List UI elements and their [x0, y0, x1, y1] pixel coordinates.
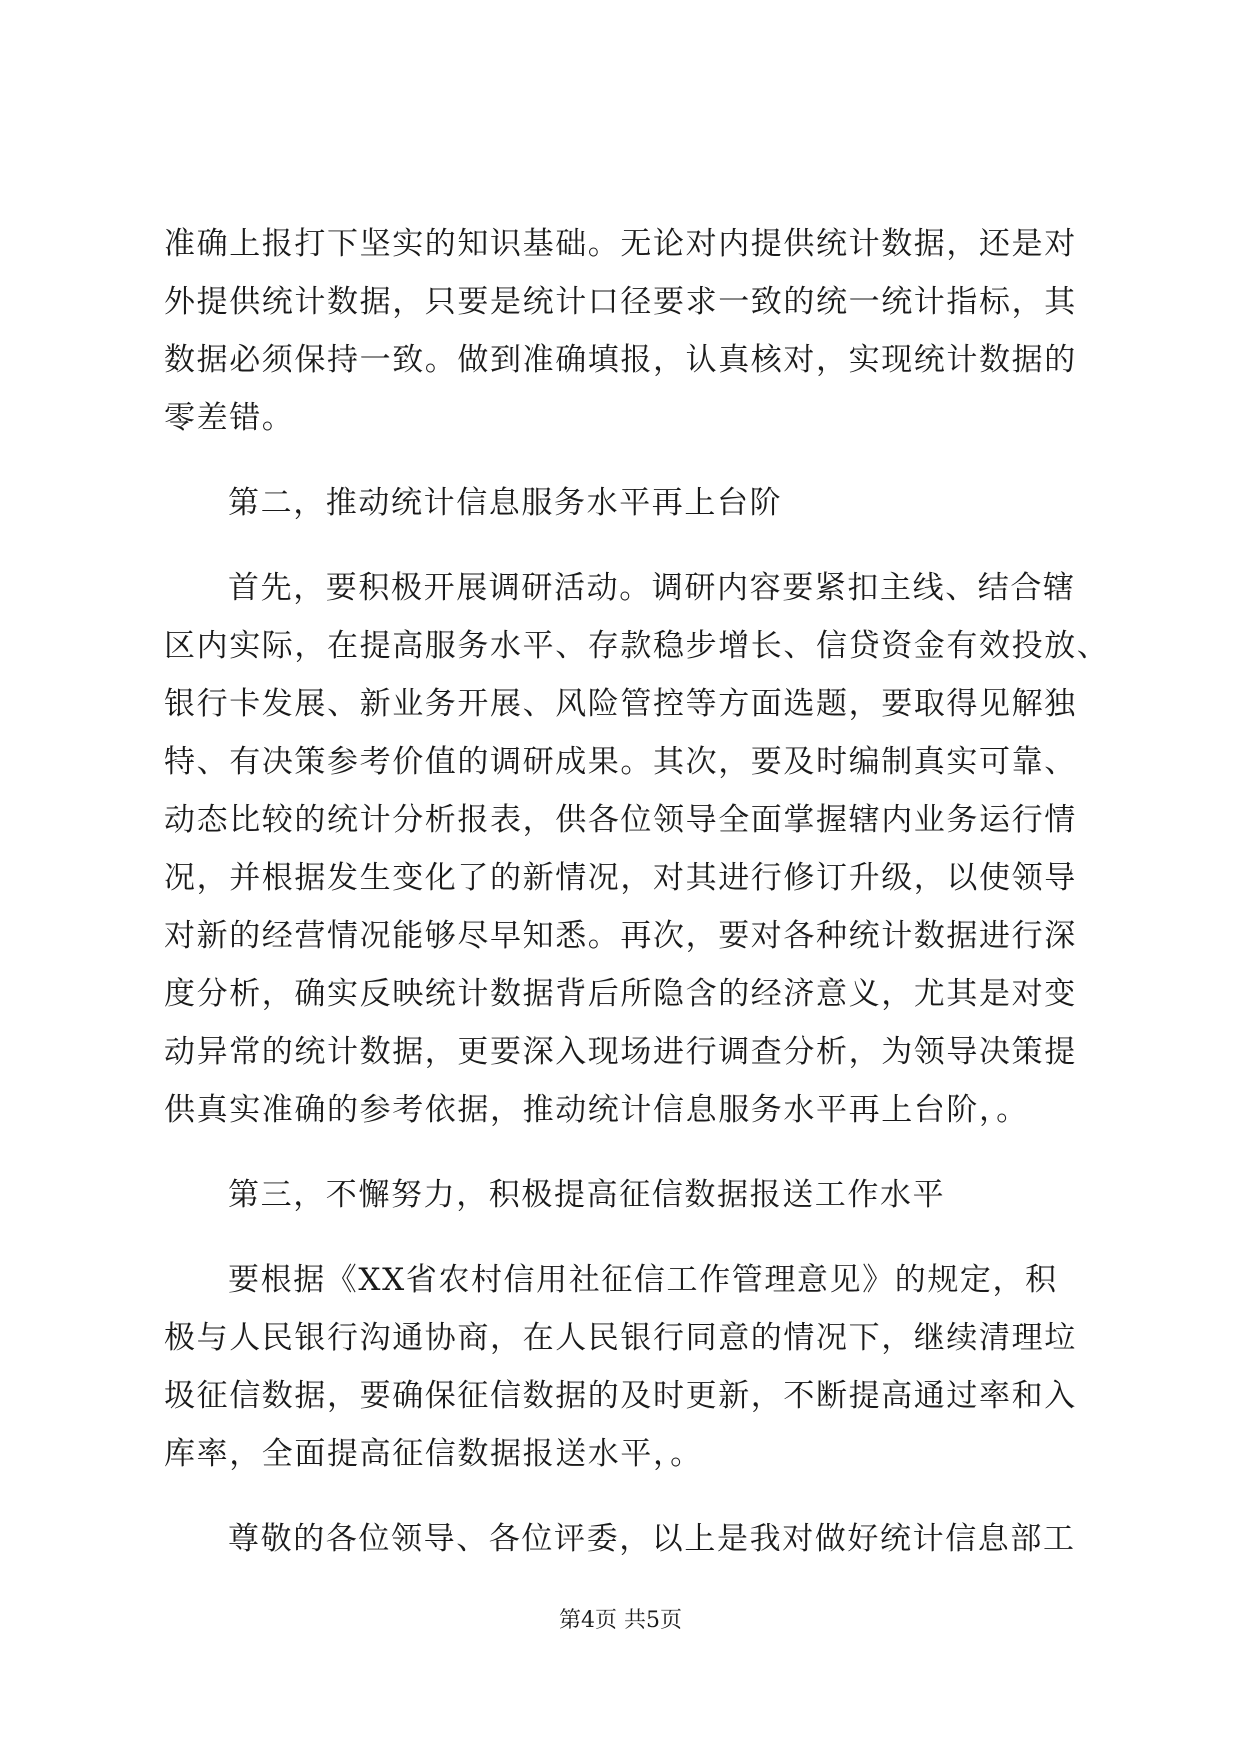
- text-line: 动态比较的统计分析报表，供各位领导全面掌握辖内业务运行情: [164, 802, 1077, 838]
- text-line: 库率，全面提高征信数据报送水平，。: [164, 1436, 703, 1472]
- text-line: 尊敬的各位领导、各位评委，以上是我对做好统计信息部工: [228, 1521, 1076, 1557]
- text-line: 准确上报打下坚实的知识基础。无论对内提供统计数据，还是对: [164, 226, 1077, 262]
- text-line: 极与人民银行沟通协商，在人民银行同意的情况下，继续清理垃: [164, 1320, 1077, 1356]
- text-line: 数据必须保持一致。做到准确填报，认真核对，实现统计数据的: [164, 342, 1077, 378]
- text-line: 况，并根据发生变化了的新情况，对其进行修订升级，以使领导: [164, 860, 1077, 896]
- text-line: 外提供统计数据，只要是统计口径要求一致的统一统计指标，其: [164, 284, 1077, 320]
- text-line: 特、有决策参考价值的调研成果。其次，要及时编制真实可靠、: [164, 744, 1077, 780]
- text-line: 度分析，确实反映统计数据背后所隐含的经济意义，尤其是对变: [164, 976, 1077, 1012]
- section-heading: 第二，推动统计信息服务水平再上台阶: [228, 485, 783, 521]
- text-line: 要根据《XX省农村信用社征信工作管理意见》的规定，积: [228, 1262, 1058, 1298]
- text-line: 供真实准确的参考依据，推动统计信息服务水平再上台阶，。: [164, 1092, 1029, 1128]
- text-line: 对新的经营情况能够尽早知悉。再次，要对各种统计数据进行深: [164, 918, 1077, 954]
- text-line: 动异常的统计数据，更要深入现场进行调查分析，为领导决策提: [164, 1034, 1077, 1070]
- page-number-footer: 第4页 共5页: [559, 1608, 682, 1633]
- text-line: 圾征信数据，要确保征信数据的及时更新，不断提高通过率和入: [164, 1378, 1077, 1414]
- text-line: 首先，要积极开展调研活动。调研内容要紧扣主线、结合辖: [228, 570, 1076, 606]
- text-line: 零差错。: [164, 400, 295, 436]
- text-line: 区内实际，在提高服务水平、存款稳步增长、信贷资金有效投放、: [164, 628, 1110, 664]
- text-line: 银行卡发展、新业务开展、风险管控等方面选题，要取得见解独: [164, 686, 1077, 722]
- section-heading: 第三，不懈努力，积极提高征信数据报送工作水平: [228, 1177, 946, 1213]
